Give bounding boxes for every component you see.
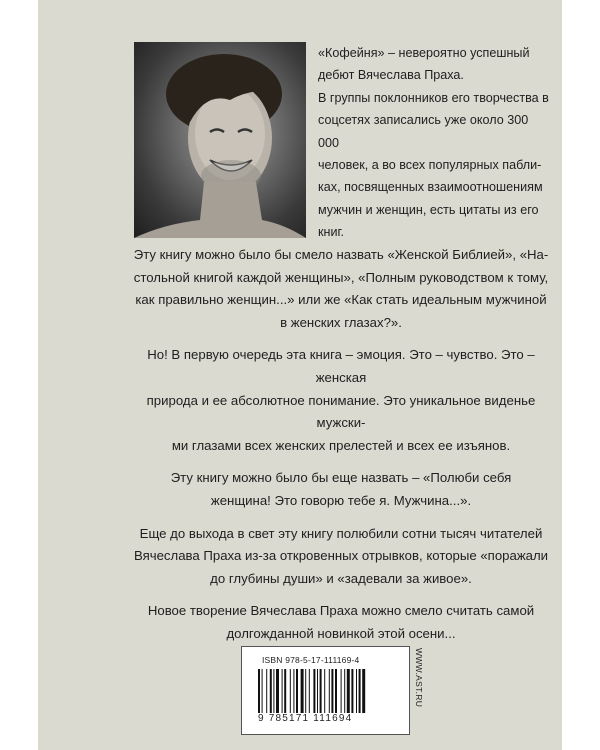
description-paragraph [122,467,560,512]
author-photo [134,42,306,238]
intro-line: человек, а во всех популярных пабли- [318,158,542,173]
intro-line: В группы поклонников его творчества в [318,90,549,105]
paragraph-line: стольной книгой каждой женщины», «Полным руководством к тому, [133,269,549,285]
barcode-digits: 9 785171 111694 [258,713,353,724]
description-paragraph [122,244,560,334]
paragraph-line: Эту книгу можно было бы смело назвать «Женской Библией», «На- [133,247,549,262]
main-description [122,244,560,656]
intro-line: дебют Вячеслава Праха. [318,68,464,83]
intro-line: мужчин и женщин, есть цитаты из его [318,202,539,217]
description-paragraph [122,600,560,645]
intro-line: ках, посвященных взаимоотношениям [318,180,543,195]
paragraph-line: Вячеслава Праха из-за откровенных отрывков, которые «поражали [133,548,549,564]
publisher-website: WWW.AST.RU [414,648,424,708]
paragraph-line: Эту книгу можно было бы еще назвать – «Полюби себя [170,470,512,486]
paragraph-line: Новое творение Вячеслава Праха можно смело считать самой [147,603,535,619]
paragraph-line: до глубины души» и «задевали за живое». [210,570,472,586]
intro-line: соцсетях записались уже около 300 000 [318,113,529,150]
paragraph-line: ми глазами всех женских прелестей и всех ее изъянов. [171,437,511,453]
barcode-bars [258,669,394,713]
paragraph-line: природа и ее абсолютное понимание. Это уникальное виденье мужски- [146,392,536,431]
paragraph-line: Но! В первую очередь эта книга – эмоция. Это – чувство. Это – женская [147,347,535,385]
isbn-barcode [241,646,410,735]
isbn-number: ISBN 978-5-17-111169-4 [262,655,360,665]
paragraph-line: женщина! Это говорю тебе я. Мужчина...». [210,492,472,508]
intro-line: «Кофейня» – невероятно успешный [318,46,530,60]
paragraph-line: как правильно женщин...» или же «Как стать идеальным мужчиной [135,292,547,308]
intro-line: книг. [318,225,345,240]
paragraph-line: Еще до выхода в свет эту книгу полюбили сотни тысяч читателей [139,525,543,541]
book-back-cover [38,0,562,750]
paragraph-line: долгожданной новинкой этой осени... [226,625,456,641]
description-paragraph [122,344,560,457]
intro-text [318,42,550,244]
description-paragraph [122,523,560,591]
paragraph-line: в женских глазах?». [280,314,402,330]
